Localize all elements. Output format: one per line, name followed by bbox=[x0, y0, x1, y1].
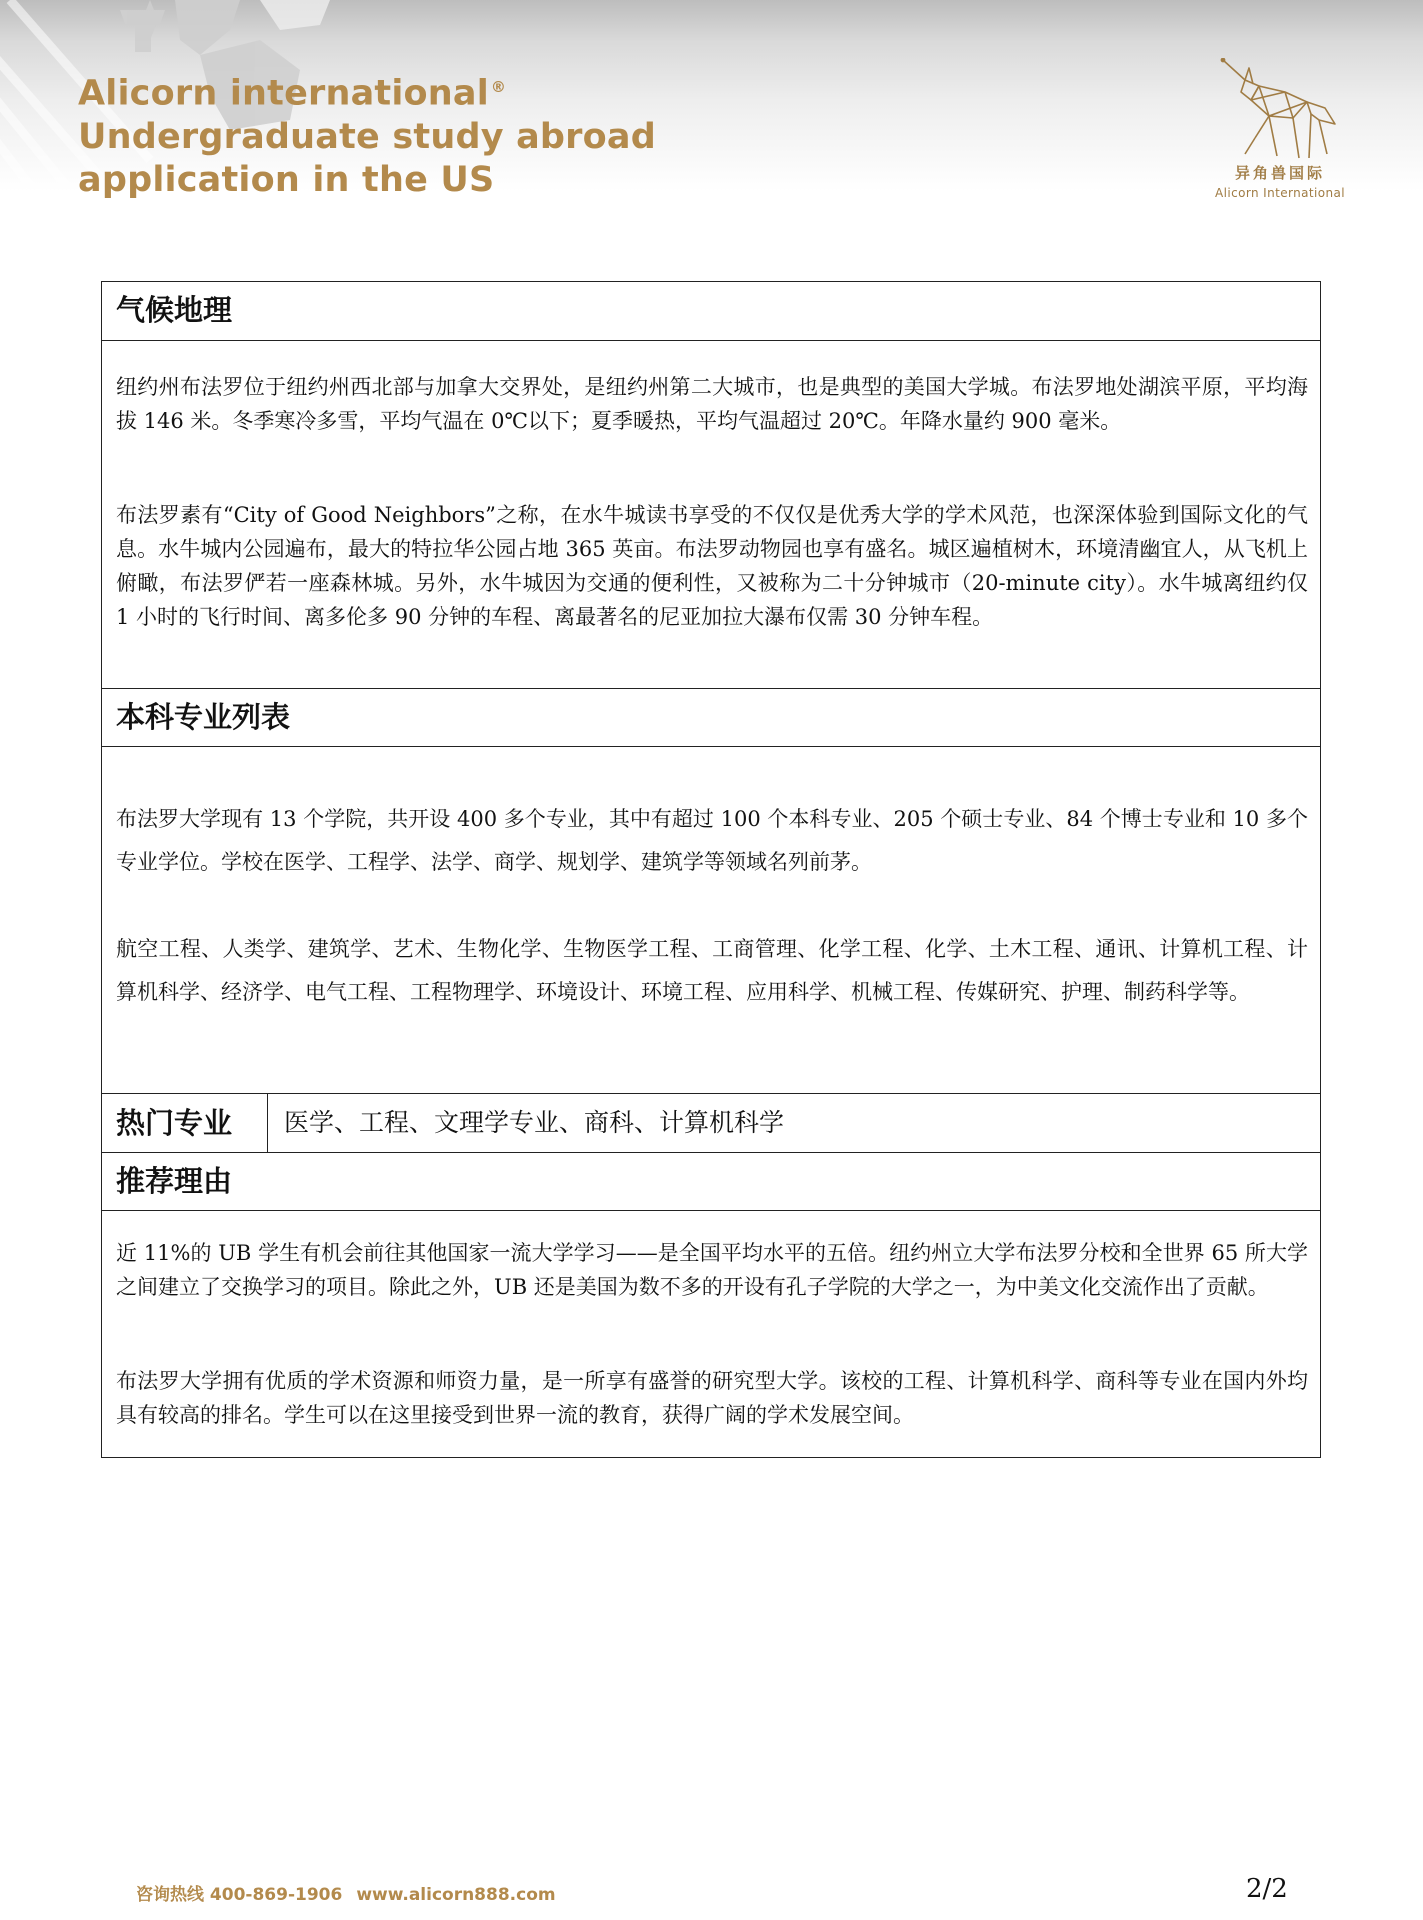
majors-paragraph-1: 布法罗大学现有 13 个学院，共开设 400 多个专业，其中有超过 100 个本科专业、205 个硕士专业、84 个博士专业和 10 多个专业学位。学校在医学、工程学、法学、商学、规划学、建筑学等领域名列前茅。 bbox=[116, 807, 1308, 874]
content-table bbox=[101, 281, 1321, 1458]
climate-paragraph-1: 纽约州布法罗位于纽约州西北部与加拿大交界处，是纽约州第二大城市，也是典型的美国大学城。布法罗地处湖滨平原，平均海拔 146 米。冬季寒冷多雪，平均气温在 0℃以下；夏季暖热，平均气温超过 20℃。年降水量约 900 毫米。 bbox=[116, 375, 1308, 433]
brand-line-1: Alicorn international ® bbox=[78, 73, 507, 114]
section-heading-majors: 本科专业列表 bbox=[116, 700, 291, 734]
rule-majors-top bbox=[102, 688, 1320, 689]
brand-line-2: Undergraduate study abroad bbox=[78, 116, 656, 157]
brand-title bbox=[78, 66, 656, 202]
majors-paragraph-2: 航空工程、人类学、建筑学、艺术、生物化学、生物医学工程、工商管理、化学工程、化学、土木工程、通讯、计算机工程、计算机科学、经济学、电气工程、工程物理学、环境设计、环境工程、应用科学、机械工程、传媒研究、护理、制药科学等。 bbox=[116, 937, 1308, 1004]
section-heading-climate: 气候地理 bbox=[116, 293, 233, 327]
popular-majors-value: 医学、工程、文理学专业、商科、计算机科学 bbox=[284, 1108, 785, 1137]
rule-climate-heading bbox=[102, 340, 1320, 341]
rule-popular-divider bbox=[267, 1093, 268, 1152]
rule-majors-heading bbox=[102, 746, 1320, 747]
footer-hotline: 咨询热线 400-869-1906 bbox=[136, 1885, 343, 1905]
page-number: 2/2 bbox=[1246, 1874, 1288, 1904]
brand-line-3: application in the US bbox=[78, 159, 495, 200]
logo-chinese-name: 异角兽国际 bbox=[1234, 164, 1325, 182]
rule-reasons-heading bbox=[102, 1210, 1320, 1211]
section-heading-reasons: 推荐理由 bbox=[116, 1164, 233, 1198]
rule-popular-top bbox=[102, 1093, 1320, 1094]
unicorn-logo-icon bbox=[1215, 58, 1345, 168]
section-heading-popular: 热门专业 bbox=[116, 1106, 233, 1140]
reasons-paragraph-2: 布法罗大学拥有优质的学术资源和师资力量，是一所享有盛誉的研究型大学。该校的工程、计算机科学、商科等专业在国内外均具有较高的排名。学生可以在这里接受到世界一流的教育，获得广阔的学术发展空间。 bbox=[116, 1369, 1308, 1427]
reasons-paragraph-1: 近 11%的 UB 学生有机会前往其他国家一流大学学习——是全国平均水平的五倍。纽约州立大学布法罗分校和全世界 65 所大学之间建立了交换学习的项目。除此之外，UB 还是美国为数不多的开设有孔子学院的大学之一，为中美文化交流作出了贡献。 bbox=[116, 1241, 1308, 1299]
climate-paragraph-2: 布法罗素有“City of Good Neighbors”之称，在水牛城读书享受的不仅仅是优秀大学的学术风范，也深深体验到国际文化的气息。水牛城内公园遍布，最大的特拉华公园占地 365 英亩。布法罗动物园也享有盛名。城区遍植树木，环境清幽宜人，从飞机上俯瞰，布法罗俨若一座森林城。另外，水牛城因为交通的便利性，又被称为二十分钟城市（20-minute city）。水牛城离纽约仅 1 小时的飞行时间、离多伦多 90 分钟的车程、离最著名的尼亚加拉大瀑布仅需 30 分钟车程。 bbox=[116, 503, 1308, 629]
footer-website[interactable]: www.alicorn888.com bbox=[356, 1885, 556, 1905]
rule-reasons-top bbox=[102, 1152, 1320, 1153]
footer-contact bbox=[136, 1880, 570, 1905]
logo-english-name: Alicorn International bbox=[1215, 186, 1345, 200]
